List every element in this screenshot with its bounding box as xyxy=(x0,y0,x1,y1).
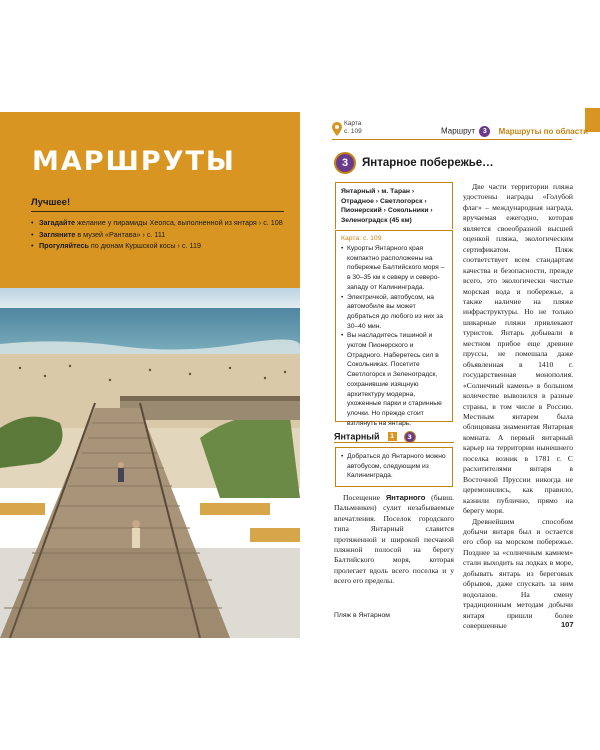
map-page: с. 109 xyxy=(344,128,362,135)
route-box xyxy=(335,182,453,229)
info-item: • Электричкой, автобусом, на автомобиле вы может добраться до любого из них за 30–40 мин. xyxy=(341,293,447,332)
best-heading: Лучшее! xyxy=(31,197,71,208)
section-number-badge: 3 xyxy=(334,152,356,174)
subsection-title: Янтарный xyxy=(334,431,380,442)
best-list xyxy=(31,217,293,252)
page-number: 107 xyxy=(561,620,574,629)
photo-caption: Пляж в Янтарном xyxy=(334,612,390,619)
info-item: • Курорты Янтарного края компактно расположены на побережье Балтийского моря – в 30–35 км к северу и северо-западу от Калининграда. xyxy=(341,244,447,293)
section-title: Янтарное побережье… xyxy=(362,157,494,169)
chapter-title: МАРШРУТЫ xyxy=(32,146,236,177)
best-item: • Загляните в музей «Рантава» › с. 111 xyxy=(31,229,293,241)
route-stops: Янтарный › м. Таран › Отрадное › Светлогорск › Пионерский › Сокольники › Зеленоградск (45 км) xyxy=(341,188,433,224)
map-pin-icon xyxy=(332,122,342,136)
subsection-divider xyxy=(334,442,454,443)
best-item: • Загадайте желание у пирамиды Хеопса, выполненной из янтаря › с. 108 xyxy=(31,217,293,229)
paragraph: Древнейшим способом добычи янтаря был и остается его сбор на морском побережье. Позднее за «солнечным камнем» стали выходить на лодках в море, добывать янтарь из береговых обрывов, даже спускать за ним водолазов. На смену традиционным методам добычи янтаря пришли более совершенные xyxy=(463,516,573,631)
route-number-badge: 3 xyxy=(479,126,490,137)
route-info-box xyxy=(335,230,453,427)
body-text-left: Посещение Янтарного (бывш. Пальмникен) сулит незабываемые впечатления. Поселок городского типа Янтарный славится протяженной и широкой песчаной пляжной полосой на берегу Балтийского моря, которая пролегает вдоль всего поселка и у всего его пределы. xyxy=(334,493,454,586)
beach-photo xyxy=(0,288,300,638)
route-map-ref: Карта: с. 109 xyxy=(341,235,382,242)
best-divider xyxy=(31,211,284,212)
paragraph: Две части территории пляжа удостоены награды «Голубой флаг» – международная награда, вручаемая ежегодно, которая является своеобразной высшей оценкой пляжа, экологическим сертификатом. Пляж соответствует всем стандартам качества и безопасности, прежде всего, это экологически чистые морская вода и побережье, а также наличие на пляже инфраструктуры. Но не только шикарные пляжи привлекают туристов. Янтарь добывали в местном прибое еще древние пруссы, не помешала даже объявленная в 1410 г. государственная монополия. «Солнечный камень» в большом количестве вывозился в разные страны, в том числе в Россию. Местным янтарем была облицована знаменитая Янтарная комната. А первый янтарный карьер на территории нынешнего поселка возник в 1781 г. С расхитителями янтаря в Восточной Пруссии никогда не церемонились, как правило, казнили публично, прямо на берегу моря. xyxy=(463,182,573,516)
route-header xyxy=(441,126,588,137)
subsection-square-icon: 1 xyxy=(388,432,397,441)
body-text-right xyxy=(463,182,573,631)
info-item: • Вы насладитесь тишиной и уютом Пионерского и Отрадного. Наберетесь сил в Сокольниках. Посетите Светлогорск и Зеленоградск, сохранившие изящную архитектуру модерна, ухоженные парки и старинные улочки. Но прежде стоит взглянуть на янтарь. xyxy=(341,331,447,428)
info-item: • Добраться до Янтарного можно автобусом, следующим из Калининграда. xyxy=(341,452,447,481)
route-area: Маршруты по области xyxy=(498,126,589,136)
map-label: Карта xyxy=(344,120,362,127)
subsection-circle-icon: 3 xyxy=(404,431,416,443)
best-item: • Прогуляйтесь по дюнам Куршской косы › с. 119 xyxy=(31,240,293,252)
header-divider xyxy=(332,139,572,140)
subsection-info-box xyxy=(335,447,453,487)
route-label: Маршрут xyxy=(441,126,476,136)
